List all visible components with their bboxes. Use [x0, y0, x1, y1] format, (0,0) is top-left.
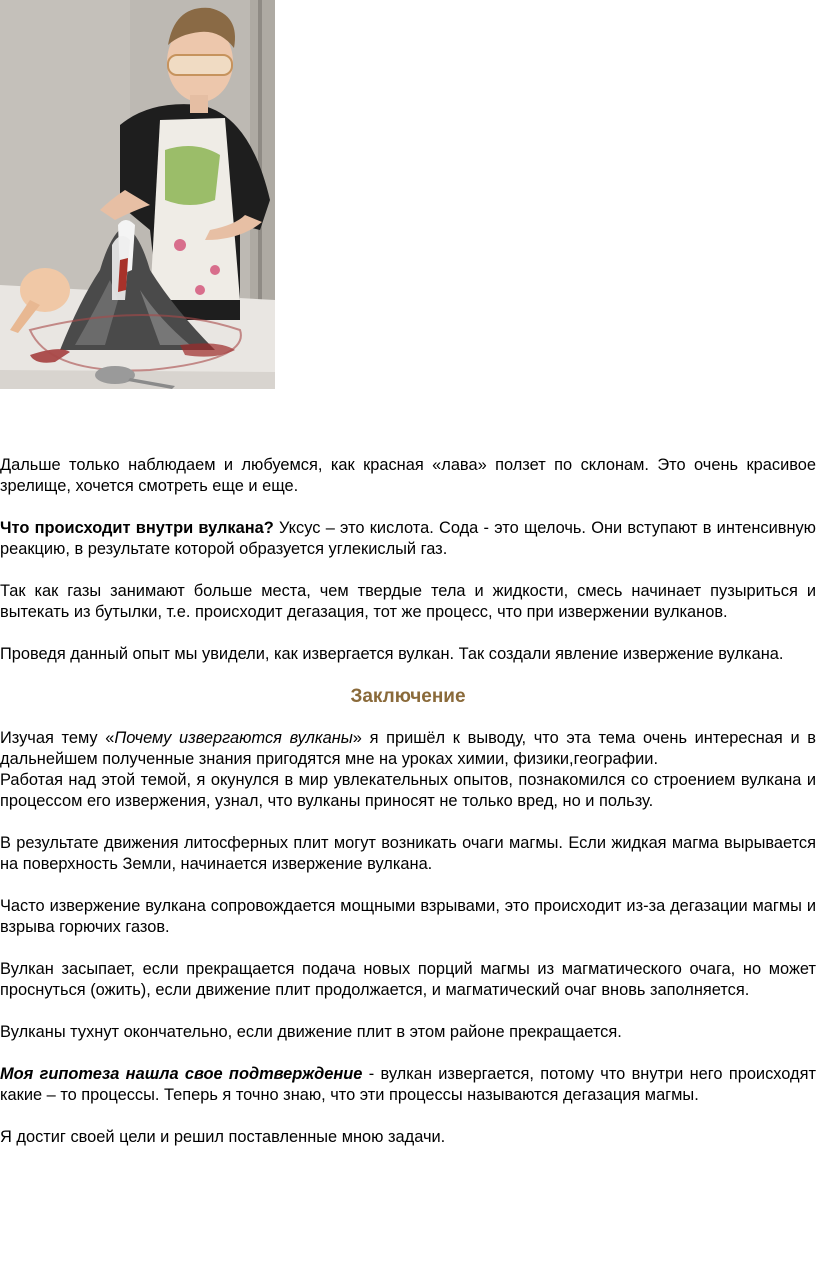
topic-intro: Изучая тему « [0, 729, 115, 747]
experiment-photo [0, 0, 275, 389]
conclusion-paragraph-dormant: Вулкан засыпает, если прекращается подача новых порций магмы из магматического очага, но может проснуться (ожить), если движение плит продолжается, и магматический очаг вновь заполняется. [0, 960, 816, 999]
hypothesis-bold-italic: Моя гипотеза нашла свое подтверждение [0, 1065, 363, 1083]
paragraph-lava: Дальше только наблюдаем и любуемся, как красная «лава» ползет по склонам. Это очень красивое зрелище, хочется смотреть еще и еще. [0, 456, 816, 495]
conclusion-heading: Заключение [350, 686, 466, 707]
paragraph-inside-volcano [0, 518, 816, 560]
conclusion-paragraph-plates: В результате движения литосферных плит могут возникать очаги магмы. Если жидкая магма вырывается на поверхность Земли, начинается извержение вулкана. [0, 834, 816, 873]
conclusion-paragraph-goal: Я достиг своей цели и решил поставленные мною задачи. [0, 1128, 446, 1146]
answer-text: Уксус – это кислота. Сода - это щелочь. Они вступают в интенсивную реакцию, в результате которой образуется углекислый газ. [0, 519, 816, 558]
question-bold: Что происходит внутри вулкана? [0, 519, 274, 537]
hypothesis-rest: - вулкан извергается, потому что внутри него происходят какие – то процессы. Теперь я точно знаю, что эти процессы называются дегазация магмы. [0, 1065, 816, 1104]
conclusion-paragraph-work: Работая над этой темой, я окунулся в мир увлекательных опытов, познакомился со строением вулкана и процессом его извержения, узнал, что вулканы приносят не только вред, но и пользу. [0, 771, 816, 810]
conclusion-paragraph-hypothesis [0, 1064, 816, 1106]
conclusion-paragraph-extinct: Вулканы тухнут окончательно, если движение плит в этом районе прекращается. [0, 1023, 622, 1041]
topic-title-italic: Почему извергаются вулканы [114, 729, 353, 747]
document-body [0, 455, 816, 1148]
paragraph-experiment-result: Проведя данный опыт мы увидели, как извергается вулкан. Так создали явление извержение вулкана. [0, 645, 784, 663]
conclusion-paragraph-explosions: Часто извержение вулкана сопровождается мощными взрывами, это происходит из-за дегазации магмы и взрыва горючих газов. [0, 897, 816, 936]
conclusion-paragraph-topic [0, 728, 816, 770]
topic-rest: » я пришёл к выводу, что эта тема очень интересная и в дальнейшем полученные знания пригодятся мне на уроках химии, физики,географии. [0, 729, 816, 768]
paragraph-degassing: Так как газы занимают больше места, чем твердые тела и жидкости, смесь начинает пузыриться и вытекать из бутылки, т.е. происходит дегазация, тот же процесс, что при извержении вулканов. [0, 582, 816, 621]
volcano-experiment-photo-icon [0, 0, 275, 389]
